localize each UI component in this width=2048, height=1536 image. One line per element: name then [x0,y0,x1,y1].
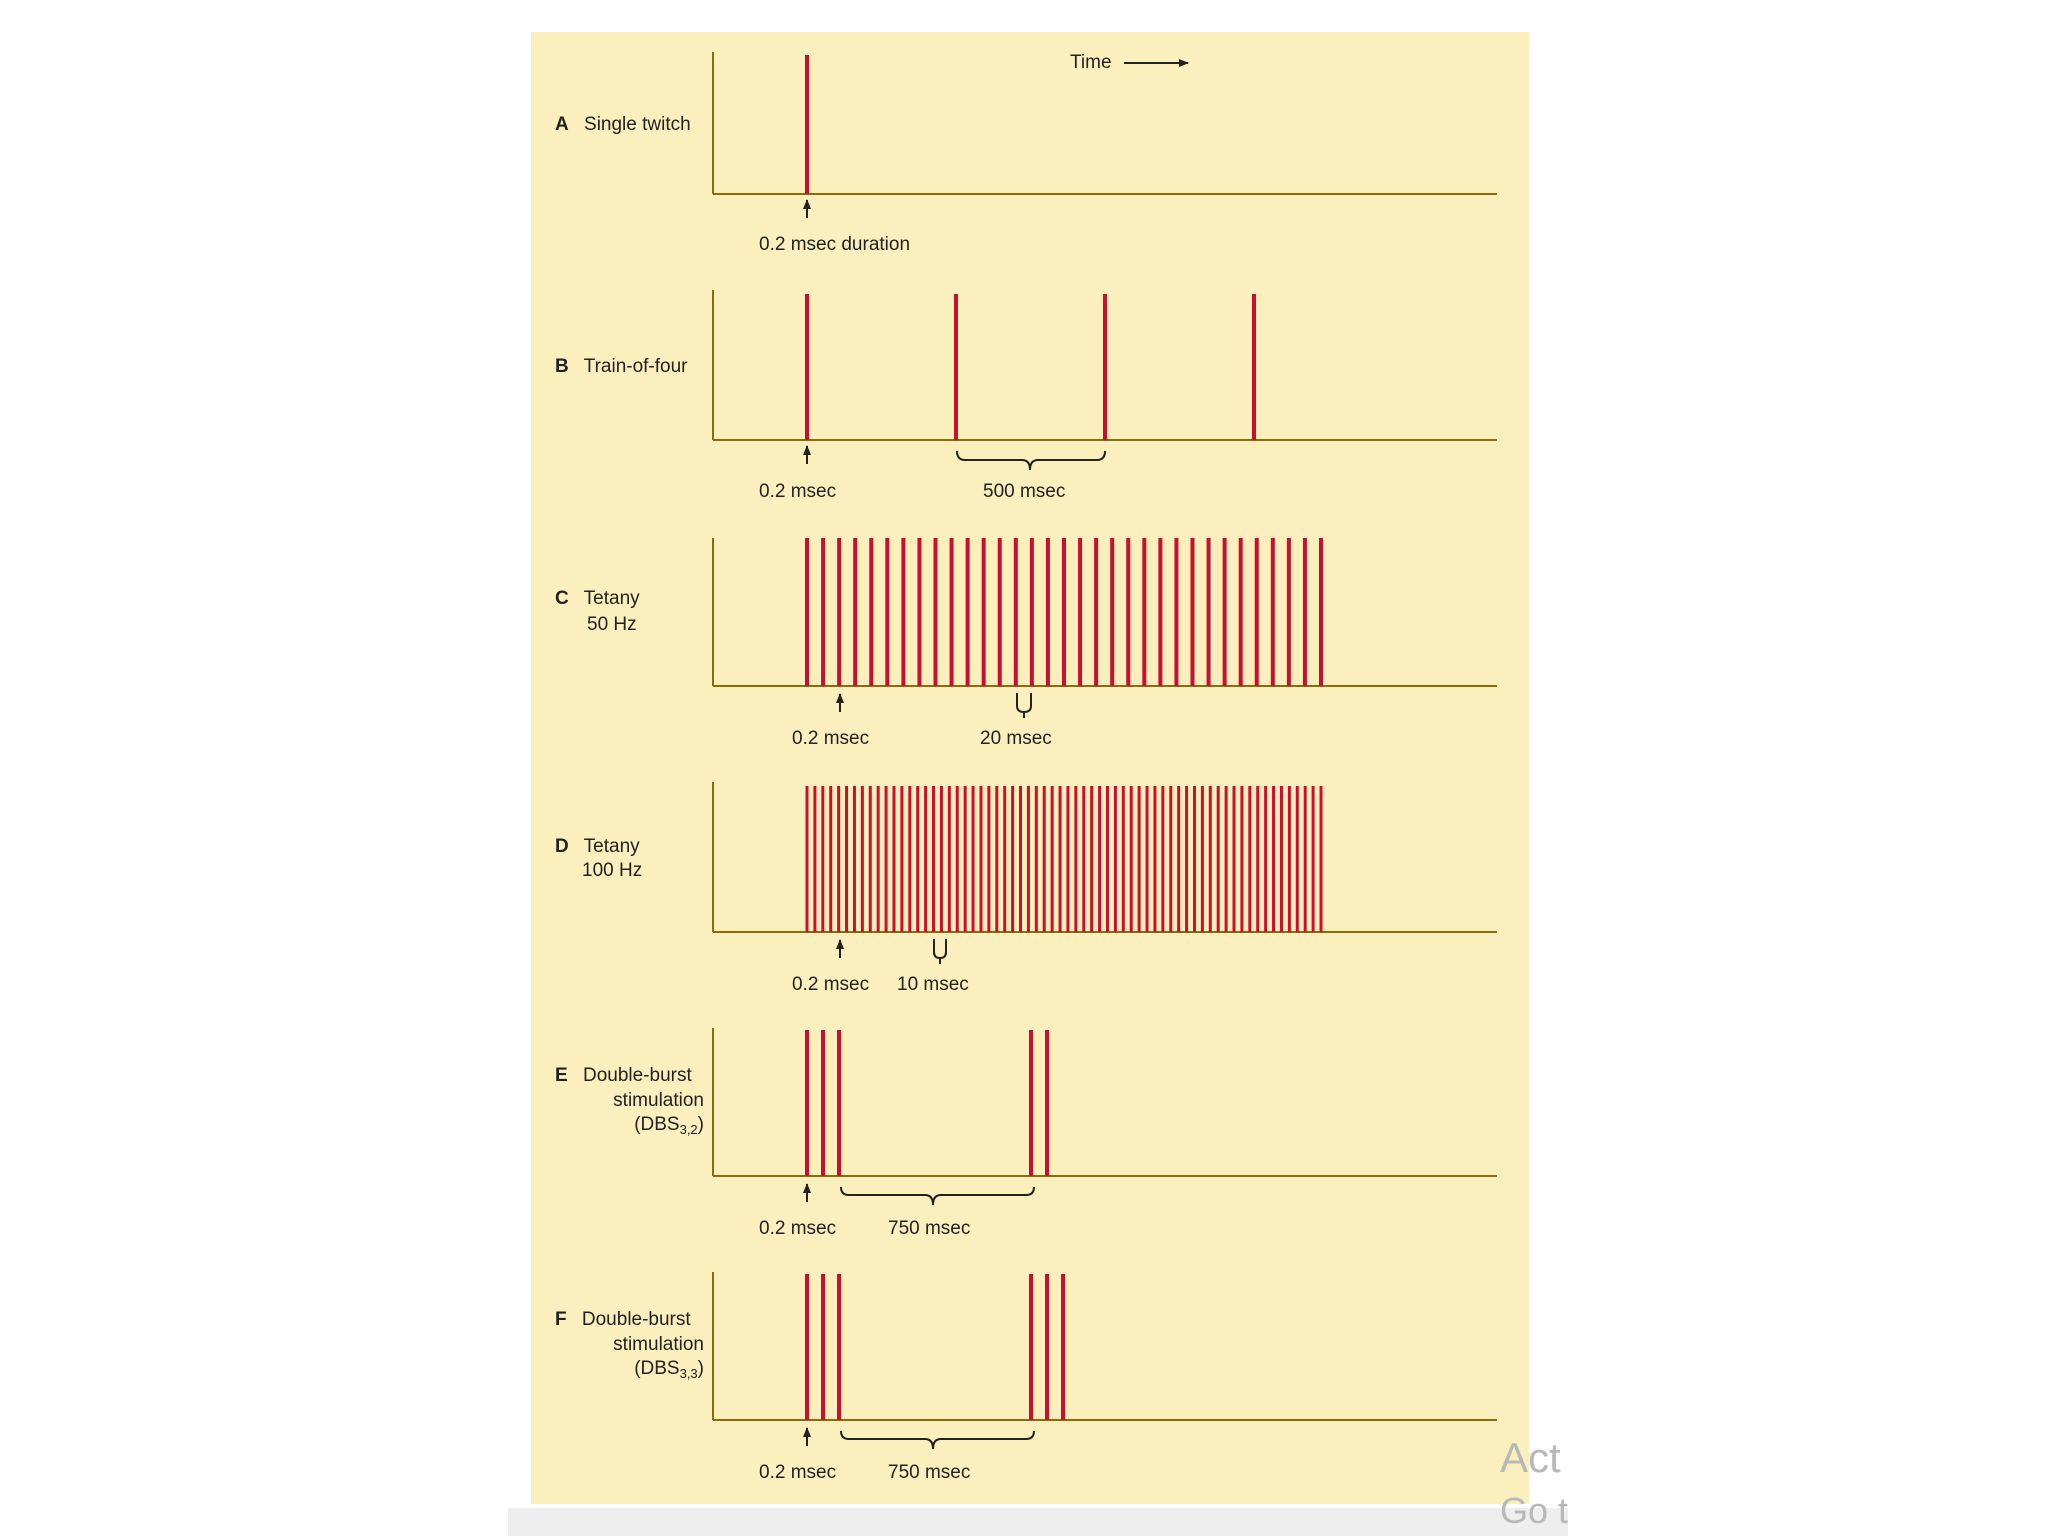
panel-e-subscript: 3,2 [679,1122,698,1137]
panel-c-title-line1: Tetany [583,588,640,609]
panel-f-annotation-width: 0.2 msec [759,1462,837,1483]
interval-brace-icon [841,1187,1034,1205]
panel-a-letter: A [555,114,569,135]
panel-e-pulses [807,1030,1047,1176]
panel-f [555,1272,1497,1483]
panel-d-title-line2: 100 Hz [582,860,643,881]
panel-c-annotation-interval: 20 msec [980,728,1052,749]
panel-e-paren: ) [697,1114,704,1135]
panel-d-letter: D [555,836,569,857]
panel-f-pulses [807,1274,1063,1420]
panel-f-annotation-interval: 750 msec [888,1462,971,1483]
panel-d-title [555,836,640,857]
panel-f-axes [713,1272,1497,1420]
panel-b-annotation-width: 0.2 msec [759,481,837,502]
panel-f-subscript: 3,3 [679,1366,698,1381]
panel-f-letter: F [555,1309,567,1330]
panel-b-letter: B [555,356,569,377]
panel-a [555,52,1497,255]
interval-brace-icon [1017,693,1031,718]
watermark-line1: Act [1500,1434,1561,1481]
panel-e-axes [713,1028,1497,1176]
panel-c-letter: C [555,588,569,609]
panel-f-title-line1: Double-burst [581,1309,691,1330]
panel-a-title [555,114,691,135]
panel-d-annotation-interval: 10 msec [897,974,969,995]
panel-f-paren: ) [697,1358,704,1379]
panel-c-title-line2: 50 Hz [587,614,637,635]
panel-d-title-line1: Tetany [583,836,640,857]
panel-b-title [555,356,688,377]
time-label: Time [1070,52,1112,73]
panel-e-title-line3 [634,1114,704,1137]
interval-brace-icon [934,939,946,964]
panel-e-annotation-width: 0.2 msec [759,1218,837,1239]
panel-f-title [555,1309,691,1330]
panel-d [555,782,1497,995]
panel-c [555,538,1497,749]
panel-c-pulses [807,538,1321,686]
panel-b-annotation-interval: 500 msec [983,481,1066,502]
panel-e-dbs-text: (DBS [634,1114,680,1135]
panel-c-axes [713,538,1497,686]
interval-brace-icon [841,1431,1034,1449]
panel-d-pulses [807,786,1321,932]
panel-e-annotation-interval: 750 msec [888,1218,971,1239]
panel-c-title [555,588,640,609]
panel-f-dbs-text: (DBS [634,1358,680,1379]
panel-e-title [555,1065,692,1086]
panel-f-title-line3 [634,1358,704,1381]
panel-e-title-line2: stimulation [613,1090,704,1111]
panel-e [555,1028,1497,1239]
panel-e-letter: E [555,1065,568,1086]
interval-brace-icon [957,451,1105,470]
panel-e-title-line1: Double-burst [582,1065,692,1086]
panel-a-annotation-duration: 0.2 msec duration [759,234,911,255]
panel-a-axes [713,52,1497,194]
panel-f-title-line2: stimulation [613,1334,704,1355]
panel-b-title-line1: Train-of-four [583,356,688,377]
panel-a-title-line1: Single twitch [584,114,691,135]
panel-c-annotation-width: 0.2 msec [792,728,870,749]
panel-b-pulses [807,294,1254,440]
panel-b [555,290,1497,502]
panel-d-annotation-width: 0.2 msec [792,974,870,995]
watermark-line2: Go t [1500,1490,1569,1531]
